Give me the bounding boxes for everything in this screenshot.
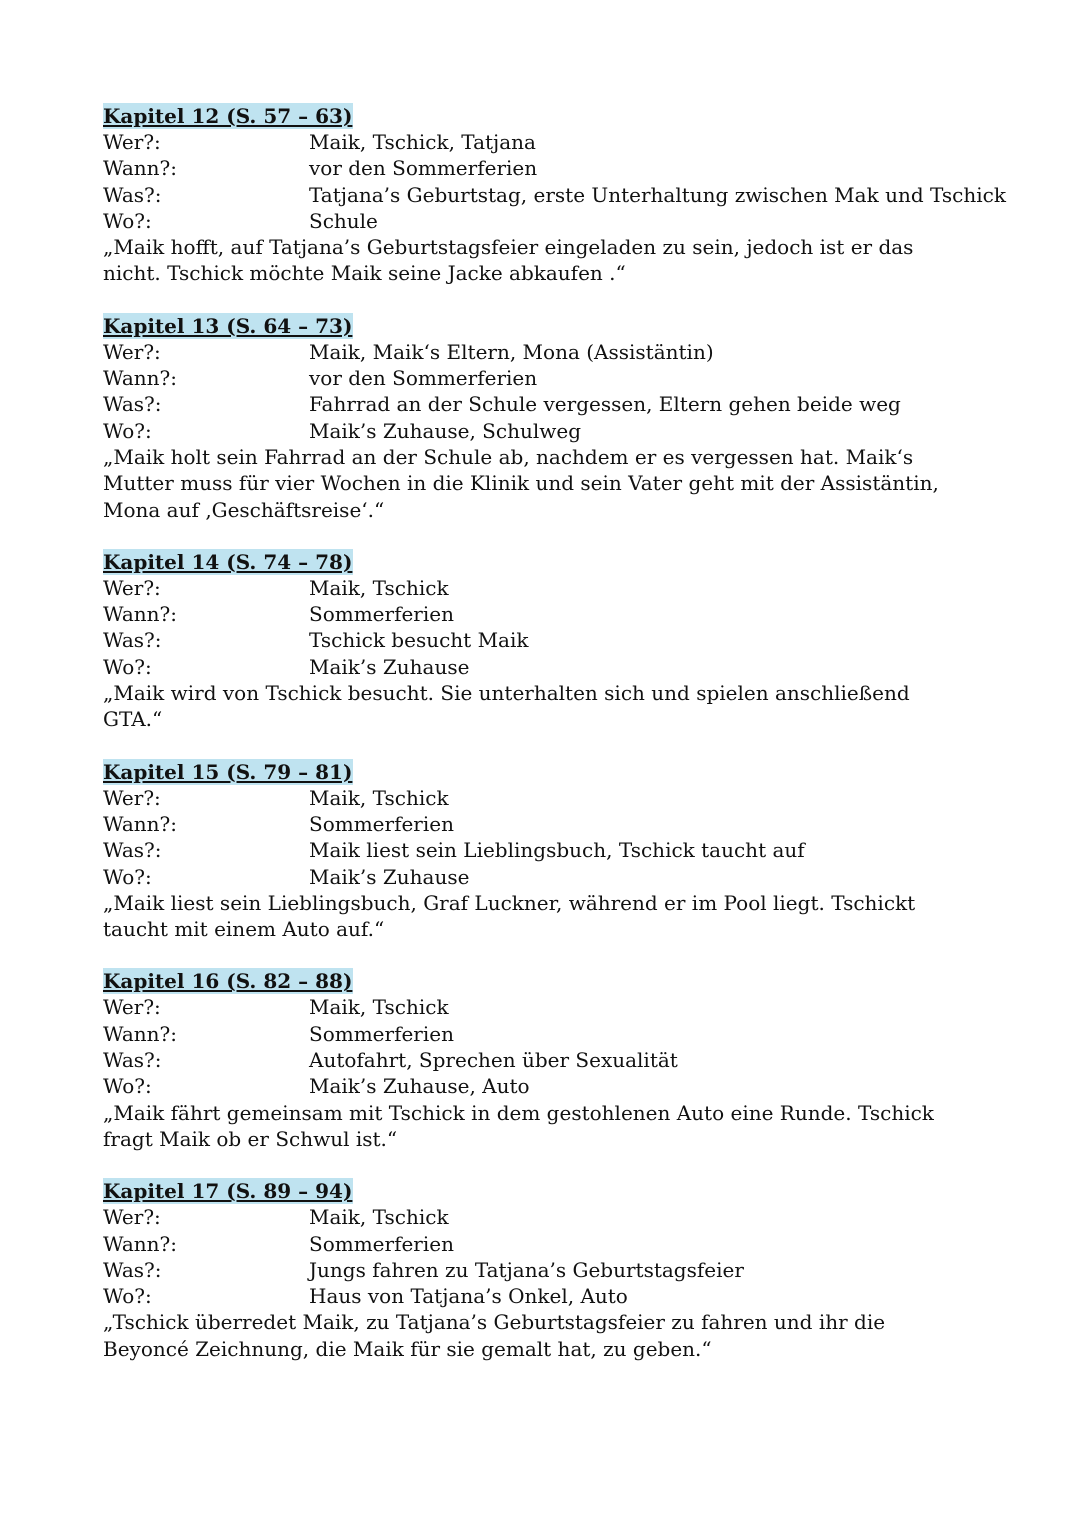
field-label: Wo?: (103, 864, 152, 889)
field-label: Wo?: (103, 1074, 152, 1099)
field-row (103, 391, 1020, 417)
field-row (103, 1021, 1020, 1047)
field-row (103, 1231, 1020, 1257)
field-row (103, 418, 1020, 444)
chapter-heading: Kapitel 17 (S. 89 – 94) (103, 1179, 353, 1204)
field-label: Wann?: (103, 366, 177, 391)
field-value: Sommerferien (309, 1021, 454, 1046)
chapter-heading: Kapitel 14 (S. 74 – 78) (103, 549, 353, 574)
field-label: Wer?: (103, 1205, 161, 1230)
field-row (103, 1204, 1020, 1230)
field-label: Wer?: (103, 130, 161, 154)
field-value: Jungs fahren zu Tatjana’s Geburtstagsfeier (309, 1257, 744, 1282)
chapter-heading: Kapitel 16 (S. 82 – 88) (103, 969, 353, 994)
field-label: Wann?: (103, 811, 177, 836)
field-value: Sommerferien (309, 602, 454, 627)
field-value: Tschick besucht Maik (309, 628, 529, 653)
field-label: Wann?: (103, 602, 177, 627)
field-label: Was?: (103, 392, 162, 417)
field-value: Fahrrad an der Schule vergessen, Eltern gehen beide weg (309, 392, 901, 417)
chapter-summary: „Maik liest sein Lieblingsbuch, Graf Luckner, während er im Pool liegt. Tschickt taucht mit einem Auto auf.“ (103, 890, 916, 942)
field-row (103, 994, 1020, 1020)
field-value: Maik, Tschick (309, 1205, 449, 1230)
field-label: Was?: (103, 1257, 162, 1282)
field-label: Wer?: (103, 575, 161, 600)
field-value: Tatjana’s Geburtstag, erste Unterhaltung zwischen Mak und Tschick (309, 182, 1006, 207)
field-label: Wo?: (103, 418, 152, 443)
chapter-heading: Kapitel 12 (S. 57 – 63) (103, 104, 353, 128)
field-value: Haus von Tatjana’s Onkel, Auto (309, 1284, 628, 1309)
field-row (103, 811, 1020, 837)
chapter-summary: „Maik hofft, auf Tatjana’s Geburtstagsfeier eingeladen zu sein, jedoch ist er das nicht. Tschick möchte Maik seine Jacke abkaufen .“ (103, 235, 914, 286)
field-value: Maik’s Zuhause, Auto (309, 1074, 530, 1099)
chapter-13 (103, 313, 1020, 523)
chapter-summary: „Maik wird von Tschick besucht. Sie unterhalten sich und spielen anschließend GTA.“ (103, 681, 910, 732)
chapter-summary: „Maik fährt gemeinsam mit Tschick in dem gestohlenen Auto eine Runde. Tschick fragt Maik ob er Schwul ist.“ (103, 1100, 934, 1151)
field-row (103, 182, 1020, 208)
field-row (103, 1257, 1020, 1283)
field-row (103, 601, 1020, 627)
field-label: Wer?: (103, 339, 161, 364)
field-value: Autofahrt, Sprechen über Sexualität (309, 1048, 678, 1073)
field-value: Sommerferien (309, 1231, 454, 1256)
field-row (103, 864, 1020, 890)
field-row (103, 654, 1020, 680)
field-label: Was?: (103, 628, 162, 653)
field-label: Wann?: (103, 1231, 177, 1256)
field-row (103, 837, 1020, 863)
field-value: Maik, Tschick, Tatjana (309, 130, 536, 154)
field-label: Wo?: (103, 1284, 152, 1309)
field-label: Was?: (103, 838, 162, 863)
chapter-heading: Kapitel 13 (S. 64 – 73) (103, 313, 353, 338)
field-row (103, 1283, 1020, 1309)
field-row (103, 1047, 1020, 1073)
field-label: Wer?: (103, 995, 161, 1020)
field-label: Wer?: (103, 785, 161, 810)
field-row (103, 155, 1020, 181)
field-row (103, 785, 1020, 811)
field-row (103, 627, 1020, 653)
field-label: Wann?: (103, 156, 177, 181)
field-value: Maik, Tschick (309, 785, 449, 810)
field-value: Maik liest sein Lieblingsbuch, Tschick taucht auf (309, 838, 805, 863)
chapter-summary: „Maik holt sein Fahrrad an der Schule ab, nachdem er es vergessen hat. Maik‘s Mutter muss für vier Wochen in die Klinik und sein Vater geht mit der Assistäntin, Mona auf ‚Geschäftsreise‘.“ (103, 444, 939, 522)
field-value: Maik’s Zuhause, Schulweg (309, 418, 581, 443)
field-value: Schule (309, 208, 378, 233)
field-row (103, 1073, 1020, 1099)
field-row (103, 575, 1020, 601)
field-value: Maik’s Zuhause (309, 864, 470, 889)
chapter-15 (103, 759, 1020, 943)
field-row (103, 339, 1020, 365)
field-value: Maik, Maik‘s Eltern, Mona (Assistäntin) (309, 339, 714, 364)
field-value: Maik, Tschick (309, 575, 449, 600)
field-value: vor den Sommerferien (309, 156, 538, 181)
field-label: Wo?: (103, 208, 152, 233)
field-label: Wo?: (103, 654, 152, 679)
chapter-16 (103, 968, 1020, 1152)
field-value: vor den Sommerferien (309, 366, 538, 391)
field-label: Wann?: (103, 1021, 177, 1046)
chapter-heading: Kapitel 15 (S. 79 – 81) (103, 759, 353, 784)
chapter-17 (103, 1178, 1020, 1362)
field-value: Maik, Tschick (309, 995, 449, 1020)
field-row (103, 208, 1020, 234)
field-row (103, 365, 1020, 391)
chapter-summary: „Tschick überredet Maik, zu Tatjana’s Geburtstagsfeier zu fahren und ihr die Beyoncé Zeichnung, die Maik für sie gemalt hat, zu geben.“ (103, 1310, 886, 1361)
field-value: Maik’s Zuhause (309, 654, 470, 679)
field-label: Was?: (103, 1048, 162, 1073)
field-label: Was?: (103, 182, 162, 207)
field-value: Sommerferien (309, 811, 454, 836)
field-row (103, 129, 1020, 155)
chapter-14 (103, 549, 1020, 733)
chapter-12 (103, 103, 1020, 287)
